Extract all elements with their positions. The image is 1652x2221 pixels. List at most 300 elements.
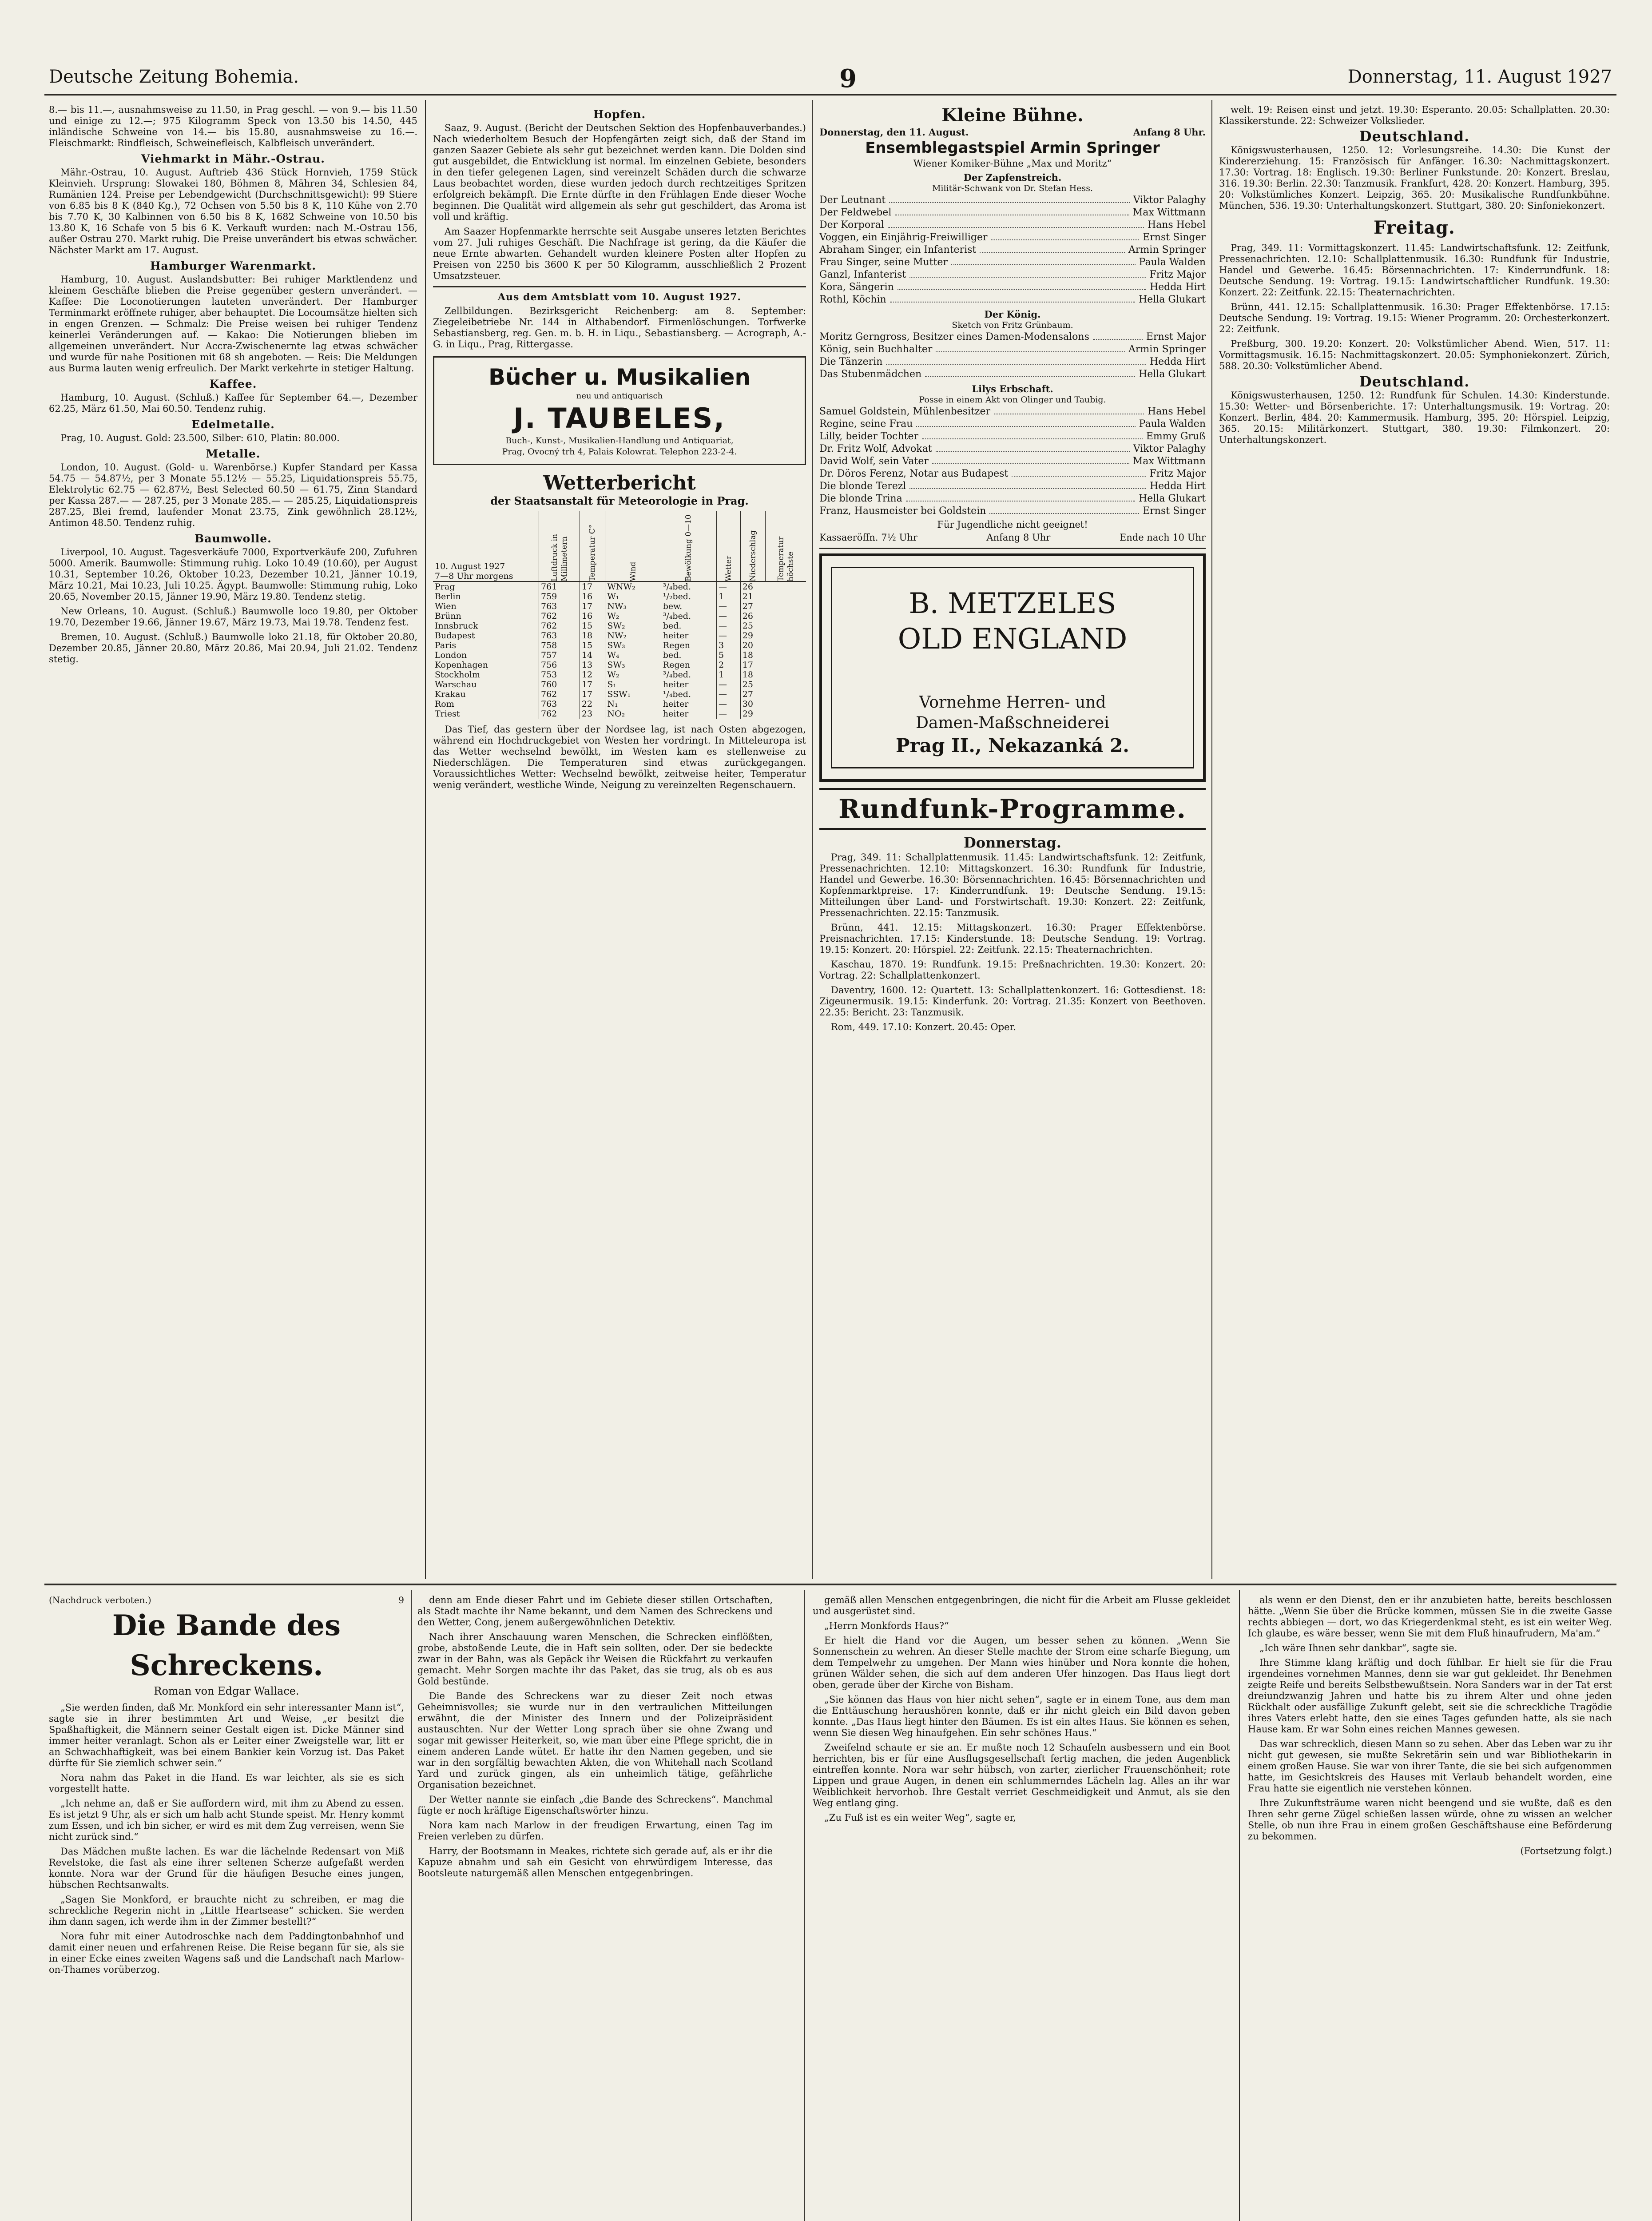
role-name: Der Korporal (819, 219, 884, 231)
weather-value: 14 (580, 650, 605, 660)
weather-value: 26 (740, 581, 766, 592)
weather-column-header: Temperatur höchste (766, 511, 806, 581)
role-name: David Wolf, sein Vater (819, 456, 929, 467)
weather-value: 757 (539, 650, 580, 660)
weather-value: 5 (717, 650, 741, 660)
continuation-note: (Fortsetzung folgt.) (1520, 1846, 1612, 1856)
actor-name: Max Wittmann (1132, 207, 1206, 218)
report-paragraph: Bremen, 10. August. (Schluß.) Baumwolle loko 21.18, für Oktober 20.80, Dezember 20.85, Jänner 20.80, März 20.86, Mai 20.94, Juli 21.02. Tendenz stetig. (49, 632, 417, 665)
weather-value: Regen (661, 641, 716, 650)
radio-continued-column (1219, 104, 1610, 1579)
serial-paragraph: Nora fuhr mit einer Autodroschke nach dem Paddingtonbahnhof und damit einer neuen und erfahrenen Reise. Die Reise begann für sie, als sie in einer Ecke eines zweiten Wagens saß und die Landschaft nach Marlow-on-Thames vorüberzog. (49, 1931, 404, 1975)
weather-value: Regen (661, 660, 716, 670)
weather-value: 1 (717, 592, 741, 601)
column-divider (1211, 100, 1212, 1579)
cast-row (819, 343, 1206, 356)
weather-time: 7—8 Uhr morgens (435, 571, 513, 581)
actor-name: Fritz Major (1149, 468, 1206, 479)
market-reports-column (49, 104, 417, 1579)
end-time: Ende nach 10 Uhr (1119, 532, 1206, 543)
radio-program: Prag, 349. 11: Vormittagskonzert. 11.45: Landwirtschaftsfunk. 12: Zeitfunk, Pressenachrichten. 12.10: Schallplattenmusik. 16.30: Rundfunk für Industrie, Handel und Gewerbe. 16.45: Börsennachrichten. 17: Kinderrundfunk. 18: Deutsche Sendung. 19: Vortrag. 19.15: Landwirtschaftlicher Rundfunk. 19.30: Konzert. 22: Zeitfunk. 22.15: Theaternachrichten. (1219, 243, 1610, 298)
start-time: Anfang 8 Uhr (986, 532, 1051, 543)
radio-program: Brünn, 441. 12.15: Mittagskonzert. 16.30: Prager Effektenbörse. Preisnachrichten. 17.15: Kinderstunde. 18: Deutsche Sendung. 19: Vortrag. 19.15: Konzert. 20: Hörspiel. 22: Zeitfunk. 22.15: Theaternachrichten. (819, 922, 1206, 955)
serial-paragraph: Er hielt die Hand vor die Augen, um besser sehen zu können. „Wenn Sie Sonnenschein zu wehren. An dieser Stelle machte der Strom eine scharfe Biegung, um dem Tempelwehr zu umgehen. Der Mann wies hinüber und Nora konnte die hohen, grünen Wälder sehen, die sich auf dem anderen Ufer hinzogen. Das Haus liegt dort oben, gerade über der Kirche von Bisham. (813, 1635, 1230, 1690)
serial-paragraph: „Sie können das Haus von hier nicht sehen“, sagte er in einem Tone, aus dem man die Enttäuschung heraushören konnte, daß er ihr nicht gleich ein Bild davon geben konnte. „Das Haus liegt hinter den Bäumen. Es ist ein altes Haus. Sie können es sehen, wenn Sie diesen Weg hinaufgehen. Ein sehr schönes Haus.“ (813, 1694, 1230, 1738)
actor-name: Hella Glukart (1139, 493, 1206, 504)
radio-program: Königswusterhausen, 1250. 12: Vorlesungsreihe. 14.30: Die Kunst der Kindererziehung. 15: Französisch für Anfänger. 16.30: Nachmittagskonzert. 17.30: Vortrag. 18: Englisch. 19.30: Berliner Funkstunde. 20: Konzert. Breslau, 316. 19.30: Berlin. 22.30: Tanzmusik. Frankfurt, 428. 20: Konzert. Hamburg, 395. 20: Volkstümliches Konzert. Leipzig, 365. 20: Musikalische Rundfunkbühne. München, 536. 19.30: Unterhaltungskonzert. Stuttgart, 380. 20: Sinfoniekonzert. (1219, 145, 1610, 211)
weather-value: 30 (740, 699, 766, 709)
radio-program: Kaschau, 1870. 19: Rundfunk. 19.15: Preßnachrichten. 19.30: Konzert. 20: Vortrag. 22: Schallplattenkonzert. (819, 959, 1206, 981)
weather-value: NO₂ (605, 709, 661, 719)
weather-value: 763 (539, 699, 580, 709)
theatre-start: Anfang 8 Uhr. (1133, 127, 1206, 138)
serial-column-1 (49, 1595, 404, 2221)
ad-subtitle: neu und antiquarisch (576, 391, 663, 401)
role-name: Moritz Gerngross, Besitzer eines Damen-Modensalons (819, 331, 1089, 342)
weather-value: 18 (740, 670, 766, 680)
cast-list (819, 406, 1206, 517)
section-heading: Viehmarkt in Mähr.-Ostrau. (141, 152, 325, 165)
weather-subtitle: der Staatsanstalt für Meteorologie in Prag. (490, 494, 749, 507)
role-name: Dr. Fritz Wolf, Advokat (819, 443, 932, 454)
cast-row (819, 194, 1206, 207)
weather-value: 760 (539, 680, 580, 689)
weather-value: 758 (539, 641, 580, 650)
weather-value: 2 (717, 660, 741, 670)
ensemble-subtitle: Wiener Komiker-Bühne „Max und Moritz“ (913, 158, 1112, 169)
actor-name: Ernst Singer (1143, 232, 1206, 243)
actor-name: Hella Glukart (1139, 369, 1206, 380)
serial-paragraph: Harry, der Bootsmann in Meakes, richtete sich gerade auf, als er ihr die Kapuze abnahm und sah ein Gesicht von ehrwürdigem Interesse, das Bootsleute naturgemäß allen Menschen entgegenbringen. (417, 1846, 773, 1879)
weather-forecast: Das Tief, das gestern über der Nordsee lag, ist nach Osten abgezogen, während ein Hochdruckgebiet von Westen her vordringt. In Mitteleuropa ist das Wetter wechselnd bewölkt, im Westen kam es stellenweise zu Niederschlägen. Die Temperaturen sind etwas zurückgegangen. Voraussichtliches Wetter: Wechselnd bewölkt, zeitweise heiter, Temperatur wenig verändert, westliche Winde, Neigung zu vereinzelten Regenschauern. (433, 724, 806, 790)
cast-row (819, 443, 1206, 455)
weather-value: 759 (539, 592, 580, 601)
weather-value: 16 (580, 592, 605, 601)
newspaper-name: Deutsche Zeitung Bohemia. (49, 67, 299, 87)
weather-value: W₄ (605, 650, 661, 660)
tailor-brand: OLD ENGLAND (897, 623, 1128, 656)
serial-paragraph: Das war schrecklich, diesen Mann so zu sehen. Aber das Leben war zu ihr nicht gut gewesen, sie mußte Sekretärin sein und war Bibliothekarin in einem großen Hause. Sie war von ihrer Tante, die sie bei sich aufgenommen hatte, im Gesichtskreis des Hauses mit Verlaub behandelt worden, eine Frau hatte sie eigentlich nie verstehen können. (1248, 1739, 1612, 1794)
role-name: Das Stubenmädchen (819, 369, 922, 380)
actor-name: Hans Hebel (1147, 406, 1206, 417)
weather-value: 17 (580, 581, 605, 592)
cast-row (819, 418, 1206, 430)
role-name: Die blonde Terezl (819, 481, 906, 492)
weather-value: ³/₄bed. (661, 581, 716, 592)
actor-name: Viktor Palaghy (1133, 443, 1206, 454)
section-heading: Hamburger Warenmarkt. (150, 259, 317, 272)
weather-value: 17 (580, 689, 605, 699)
weather-column-header: Wind (605, 511, 661, 581)
register-text: Zellbildungen. Bezirksgericht Reichenberg: am 8. September: Ziegeleibetriebe Nr. 144 in Althabendorf. Firmenlöschungen. Torfwerke Sebastiansberg, reg. Gen. m. b. H. in Liqu., Sebastiansberg. — Acrograph, A.-G. in Liqu., Prag, Rittergasse. (433, 306, 806, 350)
ad-title: Bücher u. Musikalien (488, 364, 751, 390)
play-title: Der König. (984, 309, 1041, 320)
role-name: Kora, Sängerin (819, 282, 894, 293)
serial-column-3 (813, 1595, 1230, 2221)
weather-value: bew. (661, 601, 716, 611)
report-paragraph: Hamburg, 10. August. Auslandsbutter: Bei ruhiger Marktlendenz und kleinem Geschäfte blieben die Preise gegenüber gestern unverändert. — Kaffee: Die Loconotierungen lauteten unverändert. Der Hamburger Terminmarkt eröffnete ruhiger, aber behauptet. Die Locoumsätze hielten sich in engen Grenzen. — Schmalz: Die Preise weisen bei ruhiger Tendenz keinerlei Veränderungen auf. — Kakao: Die Notierungen blieben im allgemeinen unverändert. Nur Accra-Zwischenernte lag etwas schwächer und wurde für nahe Positionen mit 68 sh angeboten. — Reis: Die Meldungen aus Burma lauten wenig erfreulich. Der Markt verkehrte in stetiger Haltung. (49, 274, 417, 374)
role-name: Der Feldwebel (819, 207, 892, 218)
column-divider (425, 100, 426, 1579)
serial-paragraph: „Sie werden finden, daß Mr. Monkford ein sehr interessanter Mann ist“, sagte sie in ihrer bestimmten Art und Weise, „er besitzt die Spaßhaftigkeit, die Männern seiner Gestalt eigen ist. Dicke Männer sind immer heiter veranlagt. Schon als er Leiter einer Zweigstelle war, litt er an Schwachhaftigkeit, was bei einem Bankier kein Vorzug ist. Das Paket dürfte für Sie ziemlich schwer sein.“ (49, 1702, 404, 1768)
theatre-radio-column (819, 104, 1206, 1579)
weather-value: 3 (717, 641, 741, 650)
report-paragraph: Am Saazer Hopfenmarkte herrschte seit Ausgabe unseres letzten Berichtes vom 27. Juli ruhiges Geschäft. Die Nachfrage ist gering, da die Käufer die neue Ernte abwarten. Gehandelt wurden kleinere Posten alter Hopfen zu Preisen von 2250 bis 3600 K per 50 Kilogramm, ausschließlich 2 Prozent Umsatzsteuer. (433, 226, 806, 281)
actor-name: Hedda Hirt (1149, 481, 1206, 492)
radio-day: Donnerstag. (964, 834, 1061, 851)
actor-name: Hella Glukart (1139, 294, 1206, 305)
weather-value: NW₃ (605, 601, 661, 611)
serial-paragraph: Das Mädchen mußte lachen. Es war die lächelnde Redensart von Miß Revelstoke, die fast als eine ihrer seltenen Scherze aufgefaßt werden konnte. Nora war der Grund für die häufigen Besuche eines jungen, hübschen Rechtsanwalts. (49, 1846, 404, 1890)
serial-paragraph: gemäß allen Menschen entgegenbringen, die nicht für die Arbeit am Flusse gekleidet und ausgerüstet sind. (813, 1595, 1230, 1616)
section-heading: Hopfen. (593, 108, 646, 121)
play-title: Lilys Erbschaft. (972, 383, 1053, 394)
cast-row (819, 356, 1206, 368)
weather-value: 16 (580, 611, 605, 621)
weather-value: heiter (661, 709, 716, 719)
cast-list (819, 331, 1206, 381)
country-heading: Deutschland. (1359, 373, 1470, 390)
ensemble-name: Ensemblegastspiel Armin Springer (865, 139, 1160, 157)
weather-row (433, 631, 806, 641)
report-paragraph: Hamburg, 10. August. (Schluß.) Kaffee für September 64.—, Dezember 62.25, März 61.50, Mai 60.50. Tendenz ruhig. (49, 392, 417, 414)
serial-paragraph: „Ich wäre Ihnen sehr dankbar“, sagte sie. (1259, 1643, 1457, 1653)
weather-value: N₁ (605, 699, 661, 709)
serial-paragraph: Nach ihrer Anschauung waren Menschen, die Schrecken einflößten, grobe, abstoßende Leute, die in Haft sein sollten, oder. Der sie bedeckte zwar in der Bahn, was als Gepäck ihr Weisen die Rückfahrt zu verkaufen gemacht. Mehr Sorgen machte ihr das Paket, das sie trug, als ob es aus Gold bestünde. (417, 1632, 773, 1687)
tailor-line: Vornehme Herren- und (919, 693, 1106, 712)
role-name: Dr. Döros Ferenz, Notar aus Budapest (819, 468, 1009, 479)
serial-paragraph: „Zu Fuß ist es ein weiter Weg“, sagte er, (824, 1812, 1016, 1823)
radio-day: Freitag. (1374, 217, 1455, 238)
weather-title: Wetterbericht (543, 472, 696, 494)
play-subtitle: Posse in einem Akt von Olinger und Taubig. (919, 395, 1106, 405)
role-name: Der Leutnant (819, 195, 886, 206)
tailor-name: B. METZELES (909, 587, 1116, 620)
serial-author: Roman von Edgar Wallace. (154, 1685, 299, 1697)
weather-value: 763 (539, 631, 580, 641)
weather-value: SSW₁ (605, 689, 661, 699)
serial-paragraph: Nora kam nach Marlow in der freudigen Erwartung, einen Tag im Freien verleben zu dürfen. (417, 1820, 773, 1842)
actor-name: Viktor Palaghy (1133, 195, 1206, 206)
weather-value: 22 (580, 699, 605, 709)
ad-address: Prag, Ovocný trh 4, Palais Kolowrat. Telephon 223-2-4. (502, 447, 737, 457)
weather-value: 17 (740, 660, 766, 670)
weather-station: Triest (435, 709, 460, 719)
weather-value: SW₃ (605, 641, 661, 650)
actor-name: Max Wittmann (1132, 456, 1206, 467)
weather-value: 29 (740, 631, 766, 641)
report-paragraph: Mähr.-Ostrau, 10. August. Auftrieb 436 Stück Hornvieh, 1759 Stück Kleinvieh. Ursprung: Slowakei 180, Böhmen 8, Mähren 34, Schlesien 84, Rumänien 124. Preise per Lebendgewicht (Durchschnittsgewicht): 99 Stiere von 6.85 bis 8 K (840 Kg.), 72 Ochsen von 5.50 bis 8 K, 110 Kühe von 2.70 bis 7.70 K, 30 Kalbinnen von 6.50 bis 8 K, 1682 Schweine von 10.50 bis 13.80 K, 16 Schafe von 5 bis 6 K. Verkauft wurden: nach M.-Ostrau 156, außer Ostrau 270. Markt ruhig. Die Preise unverändert bis etwas schwächer. Nächster Markt am 17. August. (49, 167, 417, 255)
weather-value: 761 (539, 581, 580, 592)
serial-title: Die Bande des Schreckens. (112, 1609, 341, 1682)
weather-station: Innsbruck (435, 621, 478, 631)
weather-row (433, 650, 806, 660)
serial-paragraph: denn am Ende dieser Fahrt und im Gebiete dieser stillen Ortschaften, als Stadt machte ihr Name bekannt, und dem Namen des Schreckens und den Wetter, Cong, jenem außergewöhnlichen Detektiv. (417, 1595, 773, 1628)
age-note: Für Jugendliche nicht geeignet! (937, 519, 1088, 530)
weather-value: — (717, 680, 741, 689)
weather-station: Prag (435, 582, 455, 592)
weather-value: 13 (580, 660, 605, 670)
weather-value: bed. (661, 621, 716, 631)
actor-name: Armin Springer (1128, 244, 1206, 255)
weather-value: — (717, 621, 741, 631)
column-divider (804, 1590, 805, 2221)
weather-value: SW₂ (605, 621, 661, 631)
weather-value: ³/₄bed. (661, 611, 716, 621)
weather-value: 23 (580, 709, 605, 719)
weather-value: 763 (539, 601, 580, 611)
radio-program: Rom, 449. 17.10: Konzert. 20.45: Oper. (831, 1022, 1016, 1032)
weather-value: — (717, 631, 741, 641)
weather-value: 753 (539, 670, 580, 680)
actor-name: Hedda Hirt (1149, 356, 1206, 367)
play-title: Der Zapfenstreich. (963, 172, 1062, 183)
weather-station: Krakau (435, 689, 466, 699)
column-divider (411, 1590, 412, 2221)
weather-column-header: Bewölkung 0—10 (661, 511, 716, 581)
weather-value: 18 (740, 650, 766, 660)
weather-value: ¹/₂bed. (661, 592, 716, 601)
weather-value: 15 (580, 621, 605, 631)
weather-value: heiter (661, 680, 716, 689)
column-divider (1239, 1590, 1240, 2221)
report-paragraph: Prag, 10. August. Gold: 23.500, Silber: 610, Platin: 80.000. (60, 433, 340, 443)
weather-value: SW₃ (605, 660, 661, 670)
serial-paragraph: Ihre Stimme klang kräftig und doch fühlbar. Er hielt sie für die Frau irgendeines vornehmen Mannes, denn sie war gut gekleidet. Ihr Benehmen zeigte Reife und bereits Selbstbewußtsein. Nora Sanders war in der Tat erst dreiundzwanzig Jahren und hatte bis zu ihrem Alter und ohne jeden Rückhalt oder ausfällige Zukunft gelebt, seit sie die schreckliche Tragödie ihres Vaters erlebt hatte, den sie eines Tages gefunden hatte, als sie nach Hause kam. Er war Sohn eines reichen Mannes gewesen. (1248, 1657, 1612, 1735)
tailor-address: Prag II., Nekazanká 2. (896, 735, 1129, 756)
cast-row (819, 231, 1206, 244)
cast-row (819, 493, 1206, 505)
ad-firm-name: J. TAUBELES, (513, 402, 726, 434)
weather-value: heiter (661, 699, 716, 709)
actor-name: Ernst Singer (1143, 505, 1206, 517)
serial-separator (44, 1584, 1616, 1585)
actor-name: Armin Springer (1128, 344, 1206, 355)
report-paragraph: New Orleans, 10. August. (Schluß.) Baumwolle loco 19.80, per Oktober 19.70, Dezember 19.66, Jänner 19.67, März 19.73, Mai 19.78. Tendenz fest. (49, 606, 417, 628)
weather-value: ³/₄bed. (661, 670, 716, 680)
weather-station: London (435, 650, 467, 660)
weather-value: ¹/₄bed. (661, 689, 716, 699)
cast-row (819, 331, 1206, 343)
serial-paragraph: Die Bande des Schreckens war zu dieser Zeit noch etwas Geheimnisvolles; sie wurde nur in den vertraulichen Mitteilungen erwähnt, die der Minister des Innern und der Polizeipräsident austauschten. Nur der Wetter Long sprach über sie ohne Zwang und sogar mit gewisser Heiterkeit, so, wie man über eine Pflege spricht, die in einem anderen Lande wütet. Er hatte ihr den Namen gegeben, und sie war in den sorgfältig bewachten Akten, die von Whitehall nach Scotland Yard und zurück gingen, als ein unheimlich tätige, gefährliche Organisation bezeichnet. (417, 1691, 773, 1790)
role-name: Die Tänzerin (819, 356, 883, 367)
weather-row (433, 641, 806, 650)
weather-value: 762 (539, 621, 580, 631)
weather-column-header: Niederschlag (740, 511, 766, 581)
weather-value: 756 (539, 660, 580, 670)
role-name: Samuel Goldstein, Mühlenbesitzer (819, 406, 991, 417)
tailor-ad (819, 553, 1206, 782)
weather-station: Budapest (435, 631, 475, 641)
play-subtitle: Sketch von Fritz Grünbaum. (952, 320, 1073, 330)
weather-value: 20 (740, 641, 766, 650)
role-name: Lilly, beider Tochter (819, 431, 919, 442)
role-name: Franz, Hausmeister bei Goldstein (819, 505, 986, 517)
role-name: König, sein Buchhalter (819, 344, 933, 355)
serial-paragraph: Nora nahm das Paket in die Hand. Es war leichter, als sie es sich vorgestellt hatte. (49, 1772, 404, 1794)
play-subtitle: Militär-Schwank von Dr. Stefan Hess. (932, 183, 1093, 193)
radio-program: Prag, 349. 11: Schallplattenmusik. 11.45: Landwirtschaftsfunk. 12: Zeitfunk, Pressenachrichten. 12.10: Mittagskonzert. 16.30: Rundfunk für Industrie, Handel und Gewerbe. 16.30: Börsennachrichten. 16.45: Börsennachrichten und Kopfenmarktpreise. 17: Kinderrundfunk. 19: Deutsche Sendung. 19.15: Mitteilungen über Land- und Forstwirtschaft. 19.30: Konzert. 22: Zeitfunk, Pressenachrichten. 22.15: Tanzmusik. (819, 852, 1206, 918)
weather-value: 17 (580, 601, 605, 611)
weather-value: 762 (539, 611, 580, 621)
weather-value: bed. (661, 650, 716, 660)
actor-name: Hans Hebel (1147, 219, 1206, 231)
bookshop-ad (433, 356, 806, 465)
radio-program: welt. 19: Reisen einst und jetzt. 19.30: Esperanto. 20.05: Schallplatten. 20.30: Klassikerstunde. 22: Schweizer Volkslieder. (1219, 104, 1610, 126)
weather-row (433, 621, 806, 631)
weather-value: S₁ (605, 680, 661, 689)
reprint-notice: (Nachdruck verboten.) (49, 1595, 151, 1605)
weather-value: 762 (539, 689, 580, 699)
actor-name: Hedda Hirt (1149, 282, 1206, 293)
serial-column-4 (1248, 1595, 1612, 2221)
role-name: Rothl, Köchin (819, 294, 886, 305)
weather-value: W₁ (605, 592, 661, 601)
cast-row (819, 455, 1206, 468)
serial-paragraph: Ihre Zukunftsträume waren nicht beengend und sie wußte, daß es den Ihren sehr gerne Zügel schießen lassen würde, ohne zu wissen an welcher Stelle, ob nun ihre Frau in einem großen Geschäftshause eine Beförderung zu bekommen. (1248, 1798, 1612, 1842)
weather-row (433, 709, 806, 719)
radio-program: Preßburg, 300. 19.20: Konzert. 20: Volkstümlicher Abend. Wien, 517. 11: Vormittagsmusik. 16.15: Nachmittagskonzert. 20.05: Symphoniekonzert. Zürich, 588. 20.30: Volkstümlicher Abend. (1219, 338, 1610, 371)
column-divider (812, 100, 813, 1579)
weather-value: 21 (740, 592, 766, 601)
register-heading: Aus dem Amtsblatt vom 10. August 1927. (497, 291, 742, 303)
cast-row (819, 294, 1206, 306)
role-name: Abraham Singer, ein Infanterist (819, 244, 977, 255)
report-paragraph: Liverpool, 10. August. Tagesverkäufe 7000, Exportverkäufe 200, Zufuhren 5000. Amerik. Baumwolle: Stimmung ruhig. Loko 10.49 (10.60), per August 10.31, September 10.26, Oktober 10.23, Dezember 10.21, Jänner 10.19, März 10.21, Mai 10.23, Juli 10.25. Ägypt. Baumwolle: Stimmung ruhig, Loko 20.65, November 20.15, Jänner 19.90, März 19.80. Tendenz stetig. (49, 547, 417, 602)
weather-row (433, 611, 806, 621)
section-heading: Edelmetalle. (191, 418, 275, 431)
weather-row (433, 670, 806, 680)
serial-paragraph: als wenn er den Dienst, den er ihr anzubieten hatte, bereits beschlossen hätte. „Wenn Sie über die Brücke kommen, müssen Sie in die zweite Gasse rechts abbiegen — dort, wo das Kriegerdenkmal steht, es ist ein weiter Weg. Ich glaube, es wäre besser, wenn Sie mit dem Fluß hinaufrudern, Ma'am.“ (1248, 1595, 1612, 1639)
theatre-title: Kleine Bühne. (941, 105, 1084, 126)
weather-table (433, 511, 806, 719)
serial-paragraph: Der Wetter nannte sie einfach „die Bande des Schreckens“. Manchmal fügte er noch kräftige Eigenschaftswörter hinzu. (417, 1794, 773, 1816)
country-heading: Deutschland. (1359, 128, 1470, 145)
cast-list (819, 194, 1206, 306)
ad-line: Buch-, Kunst-, Musikalien-Handlung und Antiquariat, (505, 436, 734, 446)
weather-value: 25 (740, 621, 766, 631)
weather-row (433, 689, 806, 699)
cast-row (819, 406, 1206, 418)
role-name: Ganzl, Infanterist (819, 269, 906, 280)
weather-row (433, 680, 806, 689)
serial-paragraph: Zweifelnd schaute er sie an. Er mußte noch 12 Schaufeln ausbessern und ein Boot herrichten, bis er für eine Ausflugsgesellschaft fertig machen, die jeden Augenblick eintreffen konnte. Nora war sehr hübsch, von zarter, zierlicher Frauenschönheit; rote Lippen und graue Augen, in denen ein schlummerndes Lächeln lag. Alles an ihr war Weiblichkeit hervorhob. Ihre Gestalt verriet Geschmeidigkeit und Anmut, als sie den Weg entlang ging. (813, 1742, 1230, 1808)
weather-value: heiter (661, 631, 716, 641)
cast-row (819, 468, 1206, 480)
weather-value: 27 (740, 689, 766, 699)
weather-value: 25 (740, 680, 766, 689)
actor-name: Ernst Major (1146, 331, 1206, 342)
weather-value: W₂ (605, 670, 661, 680)
weather-column-header: Wetter (717, 511, 741, 581)
report-paragraph: Saaz, 9. August. (Bericht der Deutschen Sektion des Hopfenbauverbandes.) Nach wiederholtem Besuch der Hopfengärten zeigt sich, daß der Stand im ganzen Saazer Gebiete als sehr gut bezeichnet werden kann. Die Dolden sind gut ausgebildet, die Entwicklung ist normal. Im einzelnen Gebiete, besonders in den tiefer gelegenen Lagen, sind vereinzelt Schäden durch die schwarze Laus beobachtet worden, diese wurden jedoch durch rechtzeitiges Spritzen erfolgreich bekämpft. Die Ernte dürfte in den Frühlagen Ende dieser Woche beginnen. Die Qualität wird allgemein als sehr gut geschildert, das Aroma ist voll und kräftig. (433, 123, 806, 222)
theatre-date: Donnerstag, den 11. August. (819, 127, 969, 138)
installment-number: 9 (398, 1595, 404, 1605)
market-intro: 8.— bis 11.—, ausnahmsweise zu 11.50, in Prag geschl. — von 9.— bis 11.50 und einige zu 12.—; 975 Kilogramm Speck von 13.50 bis 14.50, 445 inländische Schweine von 14.— bis 15.80, ausnahmsweise zu 16.—. Fleischmarkt: Rindfleisch, Schweinefleisch, Kalbfleisch unverändert. (49, 104, 417, 148)
section-heading: Baumwolle. (195, 532, 272, 545)
weather-value: — (717, 699, 741, 709)
weather-value: — (717, 689, 741, 699)
weather-row (433, 660, 806, 670)
role-name: Frau Singer, seine Mutter (819, 257, 948, 268)
actor-name: Fritz Major (1149, 269, 1206, 280)
cast-row (819, 480, 1206, 493)
weather-value: 29 (740, 709, 766, 719)
weather-value: 26 (740, 611, 766, 621)
page-number: 9 (839, 64, 857, 93)
box-office-time: Kassaeröffn. 7½ Uhr (819, 532, 917, 543)
actor-name: Emmy Gruß (1146, 431, 1206, 442)
weather-station: Rom (435, 699, 454, 709)
actor-name: Paula Walden (1139, 418, 1206, 430)
weather-row (433, 699, 806, 709)
weather-value: — (717, 709, 741, 719)
weather-value: WNW₂ (605, 581, 661, 592)
weather-value: — (717, 581, 741, 592)
weather-column-header: Luftdruck in Millimetern (539, 511, 580, 581)
weather-value: 12 (580, 670, 605, 680)
radio-program: Brünn, 441. 12.15: Schallplattenmusik. 16.30: Prager Effektenbörse. 17.15: Deutsche Sendung. 19: Vortrag. 19.15: Wiener Programm. 20: Orchesterkonzert. 22: Zeitfunk. (1219, 302, 1610, 334)
weather-value: 17 (580, 680, 605, 689)
weather-value: 762 (539, 709, 580, 719)
weather-value: W₂ (605, 611, 661, 621)
cast-row (819, 430, 1206, 443)
weather-station: Wien (435, 601, 457, 611)
serial-paragraph: „Ich nehme an, daß er Sie auffordern wird, mit ihm zu Abend zu essen. Es ist jetzt 9 Uhr, als er sich um halb acht Stunde speist. Mr. Henry kommt zum Essen, und ich bin sicher, er wird es mit dem Zug verreisen, wenn Sie nicht zurück sind.“ (49, 1798, 404, 1842)
cast-row (819, 219, 1206, 231)
cast-row (819, 505, 1206, 517)
weather-station: Brünn (435, 611, 461, 621)
weather-row (433, 592, 806, 601)
cast-row (819, 207, 1206, 219)
header-rule (44, 94, 1616, 96)
weather-station: Kopenhagen (435, 660, 488, 670)
weather-date: 10. August 1927 (435, 561, 505, 571)
cast-row (819, 281, 1206, 294)
section-heading: Kaffee. (209, 378, 257, 390)
actor-name: Paula Walden (1139, 257, 1206, 268)
weather-station: Paris (435, 641, 457, 650)
cast-row (819, 256, 1206, 269)
weather-row (433, 581, 806, 592)
weather-value: — (717, 611, 741, 621)
cast-row (819, 244, 1206, 256)
role-name: Regine, seine Frau (819, 418, 913, 430)
weather-value: NW₂ (605, 631, 661, 641)
hops-weather-column (433, 104, 806, 1579)
serial-paragraph: „Sagen Sie Monkford, er brauchte nicht zu schreiben, er mag die schreckliche Regerin nicht in „Little Heartsease“ schicken. Sie werden ihm dann sagen, ich werde ihm in der Zimmer bestellt?“ (49, 1894, 404, 1927)
serial-paragraph: „Herrn Monkfords Haus?“ (824, 1620, 949, 1631)
cast-row (819, 269, 1206, 281)
weather-value: — (717, 601, 741, 611)
radio-program: Daventry, 1600. 12: Quartett. 13: Schallplattenkonzert. 16: Gottesdienst. 18: Zigeunermusik. 19.15: Kinderfunk. 20: Vortrag. 21.35: Konzert von Beethoven. 22.35: Bericht. 23: Tanzmusik. (819, 985, 1206, 1018)
report-paragraph: London, 10. August. (Gold- u. Warenbörse.) Kupfer Standard per Kassa 54.75 — 54.87½, per 3 Monate 55.12½ — 55.25, Liquidationspreis 55.75, Elektrolytic 62.75 — 62.87½, Best Selected 60.50 — 61.75, Zinn Standard per Kassa 287.— — 287.25, per 3 Monate 285.— — 285.25, Liquidationspreis 287.25, Blei fremd, laufender Monat 23.75, Zink gewöhnlich 28.12½, Antimon 48.50. Tendenz ruhig. (49, 462, 417, 528)
serial-column-2 (417, 1595, 773, 2221)
weather-station: Warschau (435, 680, 477, 689)
radio-program: Königswusterhausen, 1250. 12: Rundfunk für Schulen. 14.30: Kinderstunde. 15.30: Wetter- und Börsenberichte. 17: Unterhaltungsmusik. 19: Vortrag. 20: Konzert. Berlin, 484. 20: Kammermusik. Hamburg, 395. 20: Hörspiel. Leipzig, 365. 20.15: Militärkonzert. Stuttgart, 380. 19.30: Filmkonzert. 20: Unterhaltungskonzert. (1219, 390, 1610, 445)
weather-value: 18 (580, 631, 605, 641)
weather-station: Berlin (435, 592, 461, 601)
section-heading: Metalle. (206, 447, 261, 460)
weather-row (433, 601, 806, 611)
weather-column-header: Temperatur C° (580, 511, 605, 581)
radio-title: Rundfunk-Programme. (838, 794, 1187, 824)
tailor-line: Damen-Maßschneiderei (916, 714, 1109, 732)
weather-value: 15 (580, 641, 605, 650)
issue-date: Donnerstag, 11. August 1927 (1347, 67, 1612, 87)
weather-station: Stockholm (435, 670, 481, 680)
cast-row (819, 368, 1206, 381)
